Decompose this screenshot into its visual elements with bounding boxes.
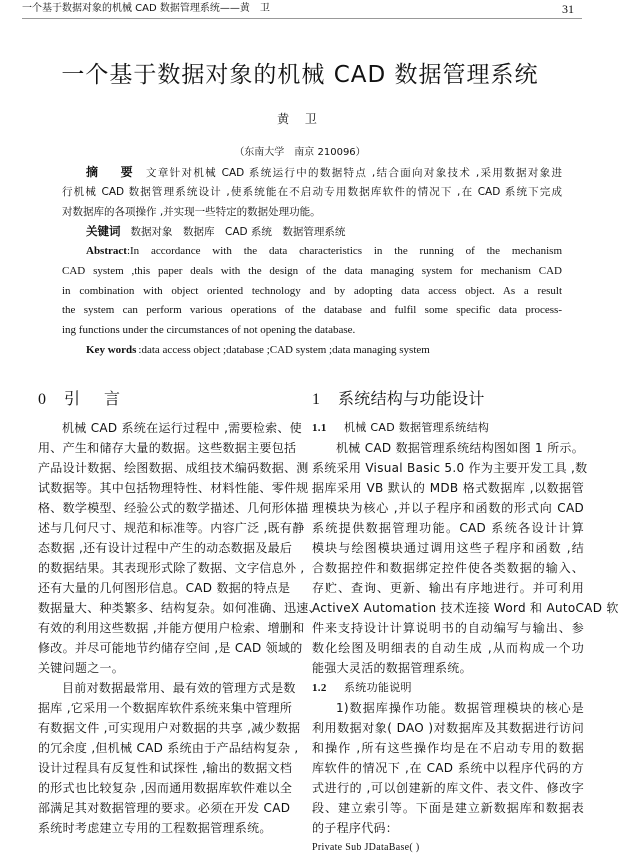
paragraph bbox=[312, 438, 619, 678]
left-column bbox=[38, 388, 321, 838]
text-line: 修改。并尽可能地节约储存空间 ,是 CAD 领域的 bbox=[38, 641, 303, 655]
abstract-en-line: the system can perform various operations of the database and fulfil some specific data process- bbox=[62, 304, 562, 317]
text-line: 产品设计数据、绘图数据、成组技术编码数据、测 bbox=[38, 461, 309, 475]
text-line: 据库采用 VB 默认的 MDB 格式数据库 ,以数据管 bbox=[312, 481, 584, 495]
text-line: 设计过程具有反复性和试探性 ,输出的数据文档 bbox=[38, 761, 293, 775]
subsection-1-1-heading: 1.1 机械 CAD 数据管理系统结构 bbox=[312, 421, 490, 434]
text-line: 理模块为核心 ,并以子程序和函数的形式向 CAD bbox=[312, 501, 584, 515]
text-line: 有效的利用这些数据 ,并能方便用户检索、增删和 bbox=[38, 621, 305, 635]
text-line: 模块与绘图模块通过调用这些子程序和函数 ,结 bbox=[312, 541, 584, 555]
section-0-heading: 0 引 言 bbox=[38, 389, 125, 408]
text-line: 系统时考虑建立专用的工程数据管理系统。 bbox=[38, 821, 272, 835]
text-line: 系统提供数据管理功能。CAD 系统各设计计算 bbox=[312, 521, 584, 535]
text-line: 存贮、查询、更新、输出有序地进行。并可利用 bbox=[312, 581, 584, 595]
paper-title: 一个基于数据对象的机械 CAD 数据管理系统 bbox=[61, 62, 539, 88]
code-line: Private Sub JDataBase( ) bbox=[312, 842, 420, 853]
keywords-en: :data access object ;database ;CAD system ;data managing system bbox=[138, 343, 430, 356]
running-head-text: 一个基于数据对象的机械 CAD 数据管理系统——黄 卫 bbox=[22, 3, 270, 14]
text-line: 的子程序代码： bbox=[312, 821, 399, 835]
author: 黄 卫 bbox=[277, 112, 323, 126]
text-line: 机械 CAD 数据管理系统结构图如图 1 所示。 bbox=[336, 441, 584, 455]
keywords-en-label: Key words bbox=[86, 343, 137, 356]
text-line: 据库 ,它采用一个数据库软件系统来集中管理所 bbox=[38, 701, 293, 715]
text-line: 述与几何尺寸、规范和标准等。内容广泛 ,既有静 bbox=[38, 521, 305, 535]
abstract-en bbox=[62, 242, 562, 361]
page-number: 31 bbox=[562, 2, 574, 16]
subsection-1-2-heading: 1.2 系统功能说明 bbox=[312, 681, 412, 694]
text-line: 系统采用 Visual Basic 5.0 作为主要开发工具 ,数 bbox=[312, 461, 588, 475]
text-line: 的冗余度 ,但机械 CAD 系统由于产品结构复杂 , bbox=[38, 741, 299, 755]
abstract-en-line: ing functions under the circumstances of not opening the database. bbox=[62, 324, 356, 337]
section-1-heading: 1 系统结构与功能设计 bbox=[312, 389, 485, 408]
abstract-cn-line: 文章针对机械 CAD 系统运行中的数据特点 ,结合面向对象技术 ,采用数据对象进 bbox=[146, 167, 562, 179]
abstract-en-line: in combination with object oriented technology and by adopting data access object. As a result bbox=[62, 284, 562, 297]
text-line: 能强大灵活的数据管理系统。 bbox=[312, 661, 472, 675]
text-line: 用、产生和储存大量的数据。这些数据主要包括 bbox=[38, 441, 297, 455]
text-line: 数化绘图及明细表的自动生成 ,从而构成一个功 bbox=[312, 641, 584, 655]
text-line: 库软件的情况下 ,在 CAD 系统中以程序代码的方 bbox=[312, 761, 584, 775]
paragraph bbox=[312, 698, 584, 838]
abstract-en-label: Abstract bbox=[86, 245, 127, 257]
abstract-cn bbox=[62, 163, 562, 242]
text-line: 部满足其对数据管理的要求。必须在开发 CAD bbox=[38, 801, 291, 815]
text-line: 有数据文件 ,可实现用户对数据的共享 ,减少数据 bbox=[38, 721, 301, 735]
abstract-cn-line: 对数据库的各项操作 ,并实现一些特定的数据处理功能。 bbox=[62, 205, 321, 218]
text-line: 式进行的 ,可以创建新的库文件、表文件、修改字 bbox=[312, 781, 584, 795]
text-line: 机械 CAD 系统在运行过程中 ,需要检索、使 bbox=[62, 421, 302, 435]
text-line: 目前对数据最常用、最有效的管理方式是数 bbox=[62, 681, 296, 695]
text-line: 合数据控件和数据绑定控件使各类数据的输入、 bbox=[312, 561, 584, 575]
text-line: 和操作 ,所有这些操作均是在不启动专用的数据 bbox=[312, 741, 584, 755]
paragraph bbox=[38, 678, 301, 838]
text-line: ActiveX Automation 技术连接 Word 和 AutoCAD 软 bbox=[312, 601, 619, 615]
paragraph bbox=[38, 418, 321, 678]
text-line: 利用数据对象( DAO )对数据库及其数据进行访问 bbox=[312, 721, 584, 735]
text-line: 1)数据库操作功能。数据管理模块的核心是 bbox=[336, 701, 584, 715]
text-line: 试数据等。其中包括物理特性、材料性能、零件规 bbox=[38, 481, 309, 495]
text-line: 关键问题之一。 bbox=[38, 661, 125, 675]
text-line: 还有大量的几何图形信息。CAD 数据的特点是 bbox=[38, 581, 291, 595]
text-line: 态数据 ,还有设计过程中产生的动态数据及最后 bbox=[38, 541, 293, 555]
text-line: 数据量大、种类繁多、结构复杂。如何准确、迅速、 bbox=[38, 601, 321, 615]
text-line: 件来支持设计计算说明书的自动编写与输出、参 bbox=[312, 621, 584, 635]
text-line: 的形式也比较复杂 ,因而通用数据库软件难以全 bbox=[38, 781, 293, 795]
text-line: 段、建立索引等。下面是建立新数据库和数据表 bbox=[312, 801, 584, 815]
text-line: 的数据结果。其表现形式除了数据、文字信息外 , bbox=[38, 561, 305, 575]
abstract-cn-label: 摘 要 bbox=[86, 165, 138, 179]
text-line: 格、数学模型、经验公式的数学描述、几何形体描 bbox=[38, 501, 309, 515]
abstract-cn-line: 行机械 CAD 数据管理系统设计 ,使系统能在不启动专用数据库软件的情况下 ,在 CAD 系统下完成 bbox=[62, 185, 562, 198]
abstract-en-line: :In accordance with the data characteristics in the running of the mechanism bbox=[126, 245, 562, 257]
abstract-en-line: CAD system ,this paper deals with the design of the data managing system for mechanism CAD bbox=[62, 264, 562, 277]
running-head bbox=[22, 0, 582, 19]
right-column bbox=[312, 388, 619, 858]
affiliation: （东南大学 南京 210096） bbox=[234, 147, 366, 158]
keywords-cn: 数据对象 数据库 CAD 系统 数据管理系统 bbox=[130, 226, 346, 239]
keywords-cn-label: 关键词 bbox=[86, 224, 121, 239]
